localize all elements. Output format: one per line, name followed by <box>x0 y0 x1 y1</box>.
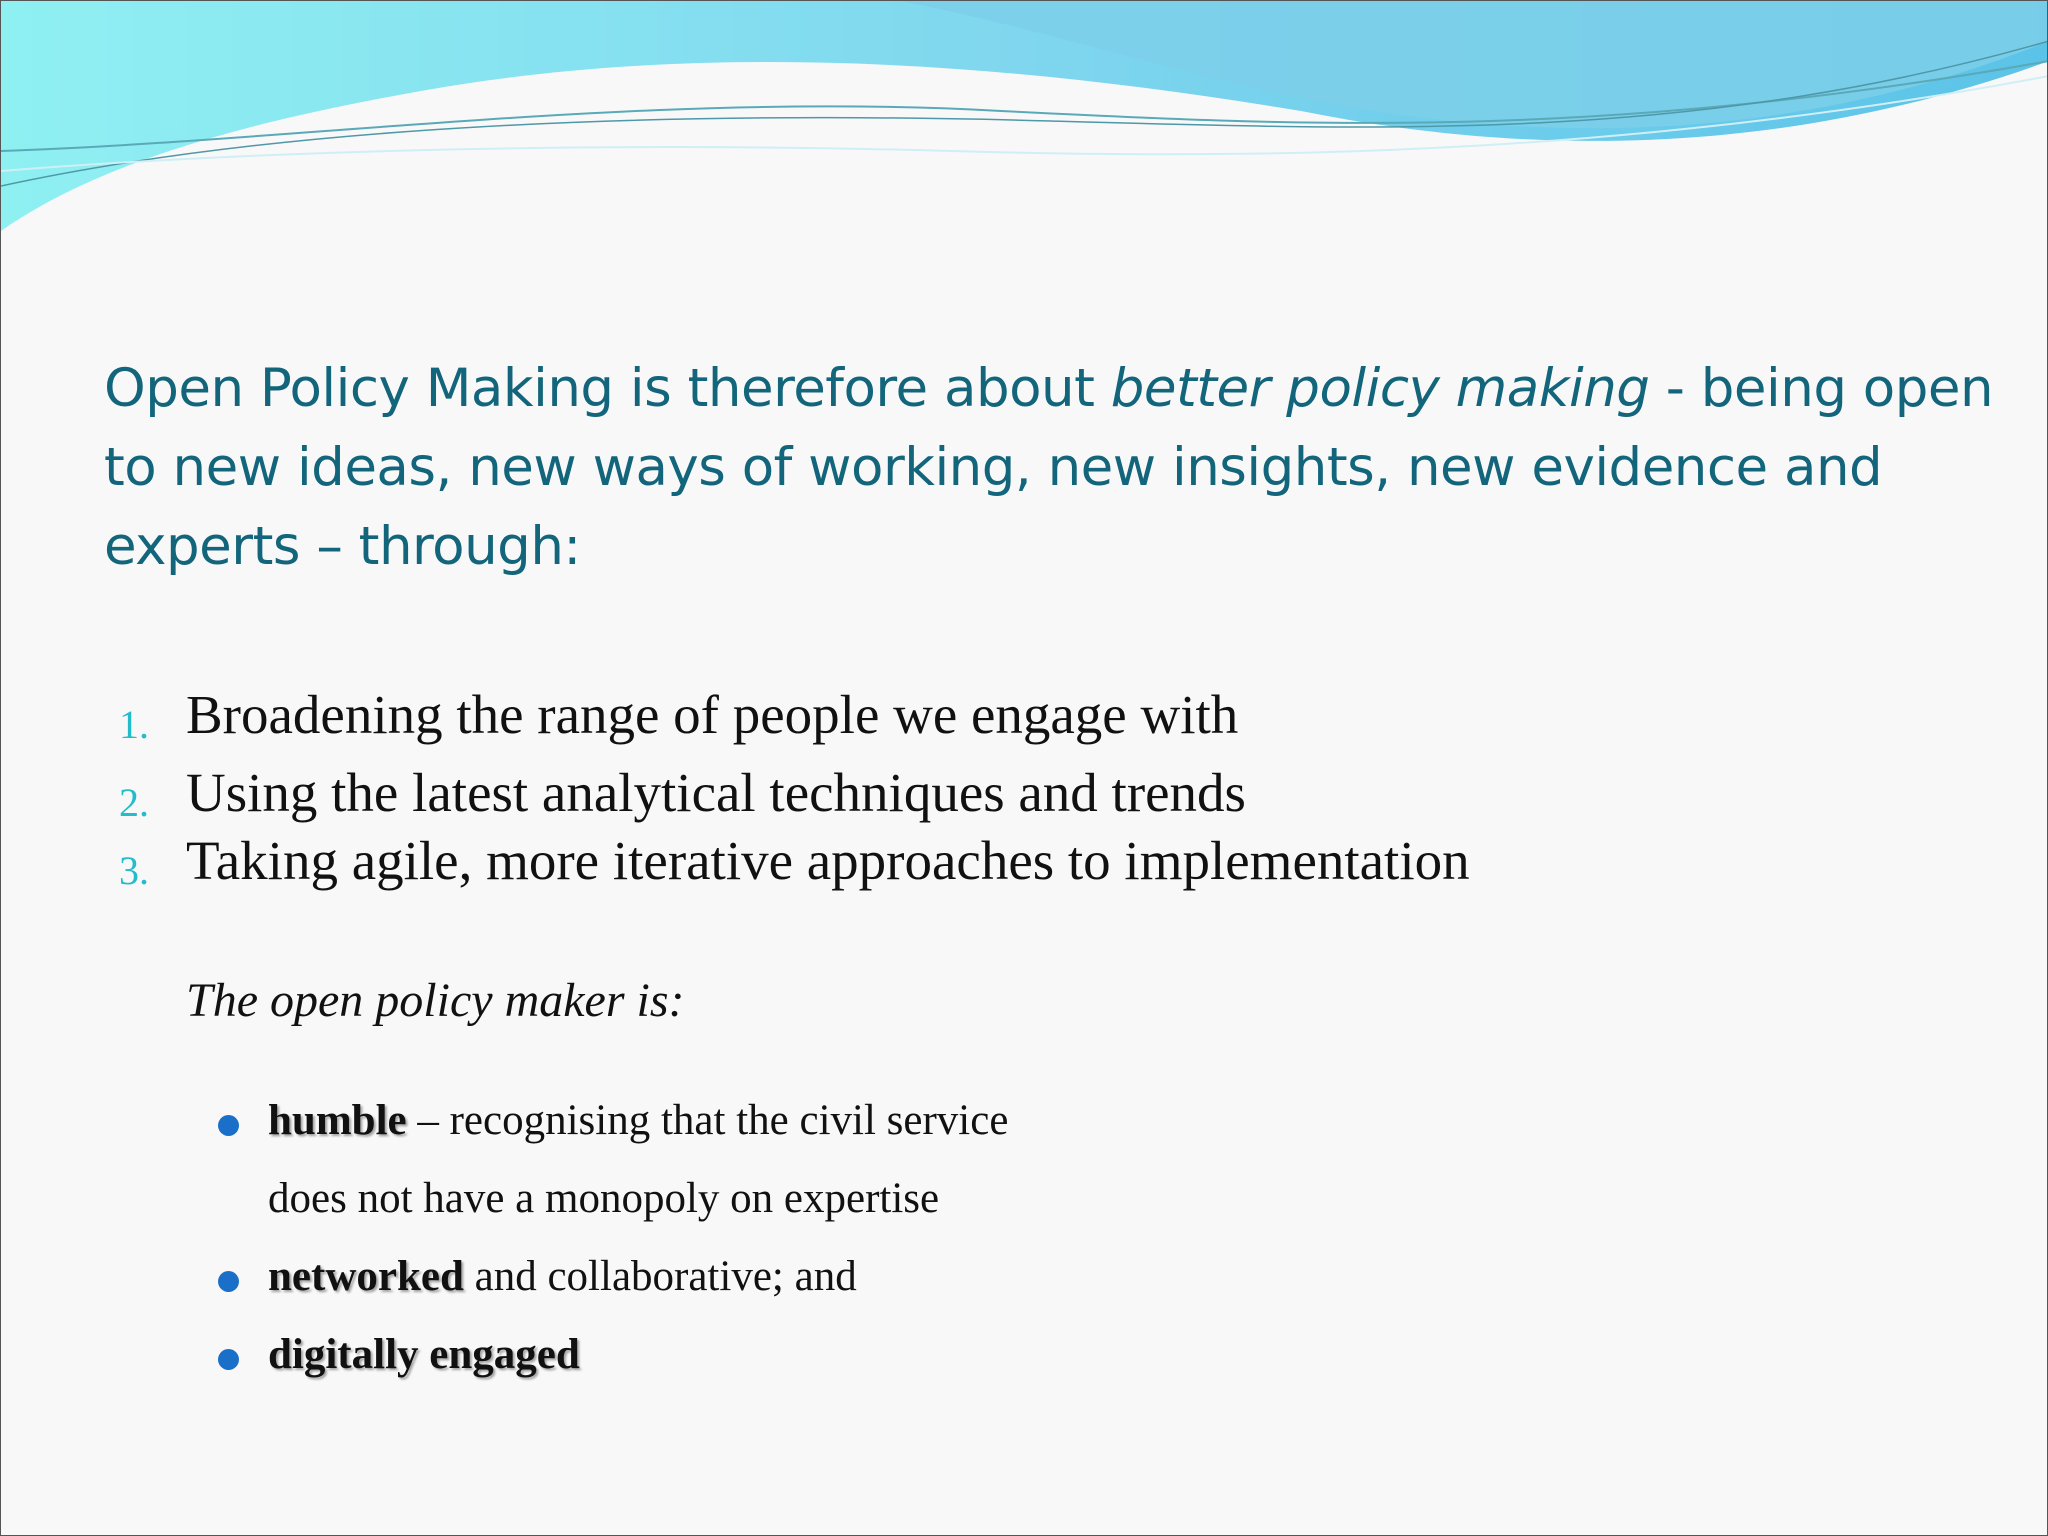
bullet-rest: does not have a monopoly on expertise <box>268 1175 940 1222</box>
bullet-text <box>268 1096 1008 1145</box>
subheading: The open policy maker is: <box>186 974 685 1027</box>
heading-emphasis: better policy making <box>1110 358 1650 419</box>
item-text: Taking agile, more iterative approaches to implementation <box>186 830 1470 891</box>
bullet-dot-icon <box>218 1349 239 1370</box>
bullet-rest: and collaborative; and <box>463 1253 857 1300</box>
bullet-text <box>268 1252 857 1301</box>
bullet-bold: networked <box>268 1253 464 1300</box>
item-number: 1. <box>119 702 149 747</box>
bullet-dot-icon <box>218 1271 239 1292</box>
slide-heading <box>104 349 2004 586</box>
item-text: Using the latest analytical techniques and trends <box>186 762 1246 823</box>
heading-part1: Open Policy Making is therefore about <box>104 358 1111 419</box>
bullet-text <box>268 1174 939 1223</box>
heading-part2: - being open to new ideas, new ways of working, new insights, new evidence and experts – through: <box>104 358 1994 577</box>
bullet-bold: humble <box>268 1097 407 1144</box>
item-number: 2. <box>119 780 149 825</box>
header-wave-decoration <box>1 1 2048 241</box>
item-number: 3. <box>119 848 149 893</box>
bullet-rest: – recognising that the civil service <box>406 1097 1009 1144</box>
bullet-dot-icon <box>218 1115 239 1136</box>
bullet-bold: digitally engaged <box>268 1331 580 1378</box>
item-text: Broadening the range of people we engage with <box>186 684 1239 745</box>
bullet-text <box>268 1330 580 1379</box>
